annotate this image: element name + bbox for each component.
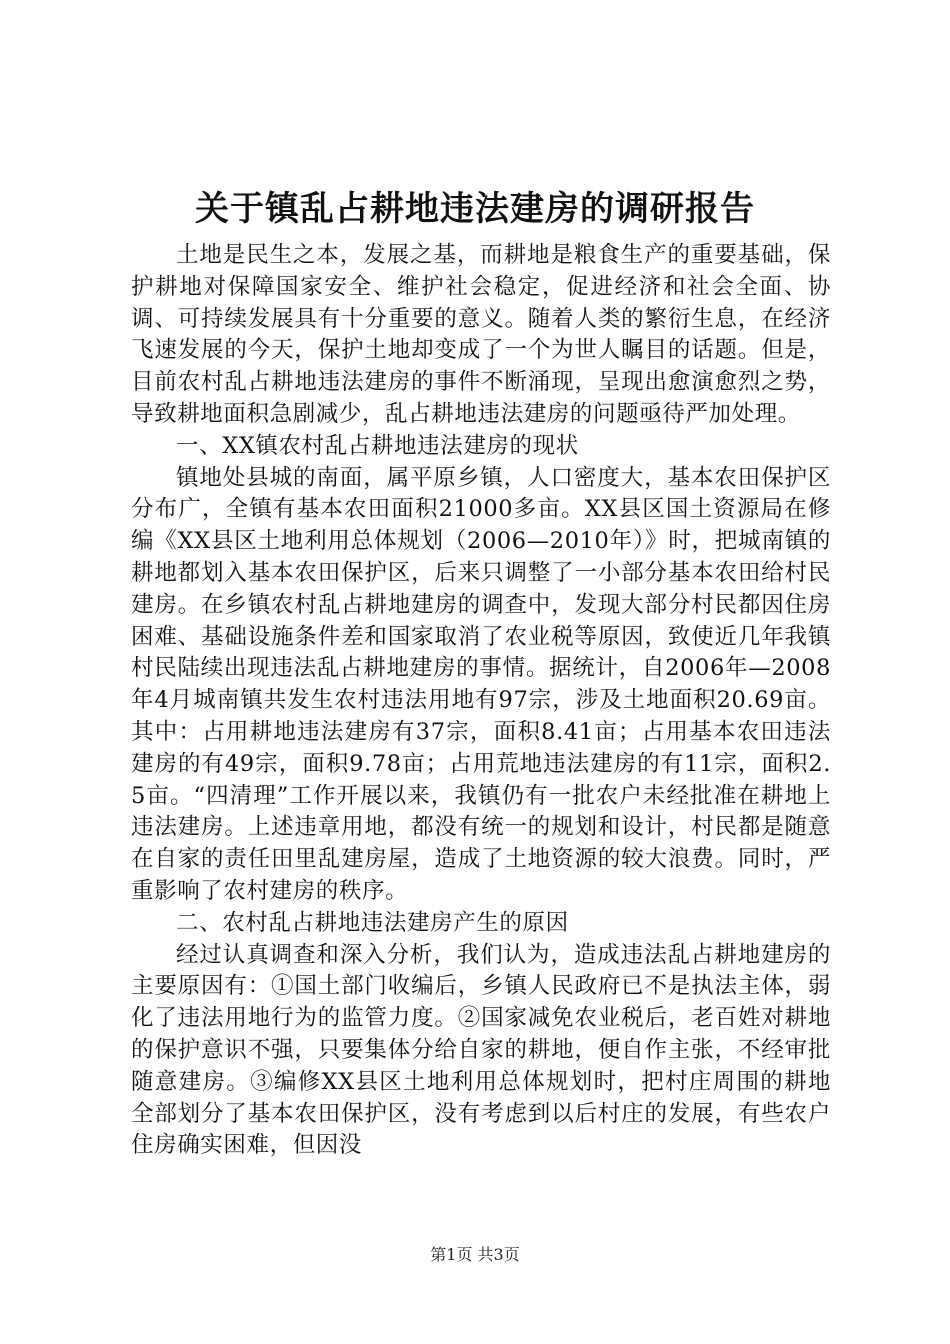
section-heading-1: 一、XX镇农村乱占耕地违法建房的现状	[176, 432, 579, 459]
document-title: 关于镇乱占耕地违法建房的调研报告	[195, 189, 755, 229]
page-footer: 第1页 共3页	[430, 1245, 520, 1264]
paragraph-causes: 经过认真调查和深入分析，我们认为，造成违法乱占耕地建房的主要原因有：①国土部门收编后，乡镇人民政府已不是执法主体，弱化了违法用地行为的监管力度。②国家减免农业税后，老百姓对耕地的保护意识不强，只要集体分给自家的耕地，便自作主张，不经审批随意建房。③编修XX县区土地利用总体规划时，把村庄周围的耕地全部划分了基本农田保护区，没有考虑到以后村庄的发展，有些农户住房确实困难，但因没	[131, 941, 831, 1159]
section-heading-2: 二、农村乱占耕地违法建房产生的原因	[176, 909, 569, 936]
paragraph-status: 镇地处县城的南面，属平原乡镇，人口密度大，基本农田保护区分布广，全镇有基本农田面积21000多亩。XX县区国土资源局在修编《XX县区土地利用总体规划（2006—2010年）》时，把城南镇的耕地都划入基本农田保护区，后来只调整了一小部分基本农田给村民建房。在乡镇农村乱占耕地建房的调查中，发现大部分村民都因住房困难、基础设施条件差和国家取消了农业税等原因，致使近几年我镇村民陆续出现违法乱占耕地建房的事情。据统计，自2006年—2008年4月城南镇共发生农村违法用地有97宗，涉及土地面积20.69亩。其中：占用耕地违法建房有37宗，面积8.41亩；占用基本农田违法建房的有49宗，面积9.78亩；占用荒地违法建房的有11宗，面积2.5亩。“四清理”工作开展以来，我镇仍有一批农户未经批准在耕地上违法建房。上述违章用地，都没有统一的规划和设计，村民都是随意在自家的责任田里乱建房屋，造成了土地资源的较大浪费。同时，严重影响了农村建房的秩序。	[131, 464, 831, 904]
paragraph-intro: 土地是民生之本，发展之基，而耕地是粮食生产的重要基础，保护耕地对保障国家安全、维护社会稳定，促进经济和社会全面、协调、可持续发展具有十分重要的意义。随着人类的繁衍生息，在经济飞速发展的今天，保护土地却变成了一个为世人瞩目的话题。但是，目前农村乱占耕地违法建房的事件不断涌现，呈现出愈演愈烈之势，导致耕地面积急剧减少，乱占耕地违法建房的问题亟待严加处理。	[131, 242, 831, 427]
document-body	[131, 240, 831, 1162]
